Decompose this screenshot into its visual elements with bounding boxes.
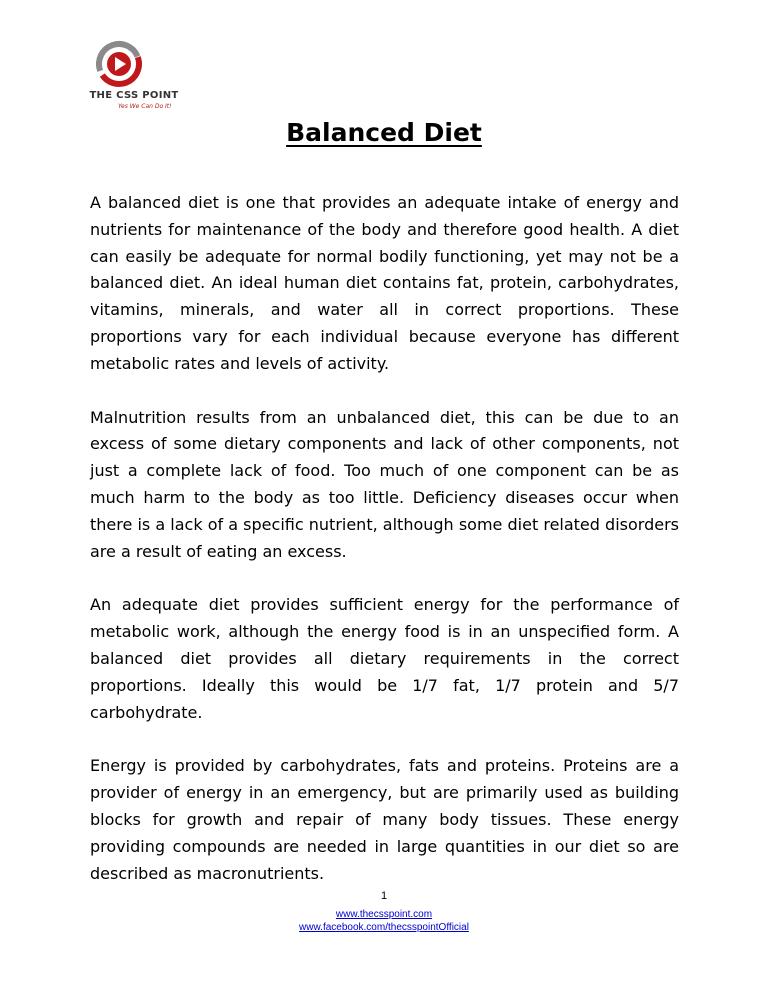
page-number: 1 (380, 890, 388, 902)
website-link[interactable]: www.thecsspoint.com (335, 909, 433, 920)
paragraph: A balanced diet is one that provides an adequate intake of energy and nutrients for maintenance of the body and therefore good health. A diet can easily be adequate for normal bodily functioning, yet may not be a balanced diet. An ideal human diet contains fat, protein, carbohydrates, vitamins, minerals, and water all in correct proportions. These proportions vary for each individual because everyone has different metabolic rates and levels of activity. (90, 193, 679, 373)
page-title: Balanced Diet (286, 118, 482, 147)
page-footer (0, 890, 768, 934)
brand-tagline: Yes We Can Do It! (118, 103, 172, 110)
logo-emblem-icon (96, 40, 142, 88)
brand-name: THE CSS POINT (89, 90, 179, 101)
paragraph: Malnutrition results from an unbalanced diet, this can be due to an excess of some dietary components and lack of other components, not just a complete lack of food. Too much of one component can be as much harm to the body as too little. Deficiency diseases occur when there is a lack of a specific nutrient, although some diet related disorders are a result of eating an excess. (90, 407, 679, 561)
facebook-link[interactable]: www.facebook.com/thecsspointOfficial (299, 922, 469, 933)
paragraph: An adequate diet provides sufficient energy for the performance of metabolic work, although the energy food is in an unspecified form. A balanced diet provides all dietary requirements in the correct proportions. Ideally this would be 1/7 fat, 1/7 protein and 5/7 carbohydrate. (90, 595, 679, 722)
document-body (90, 190, 679, 914)
paragraph: Energy is provided by carbohydrates, fats and proteins. Proteins are a provider of energy in an emergency, but are primarily used as building blocks for growth and repair of many body tissues. These energy providing compounds are needed in large quantities in our diet so are described as macronutrients. (90, 756, 679, 883)
logo (88, 40, 178, 120)
